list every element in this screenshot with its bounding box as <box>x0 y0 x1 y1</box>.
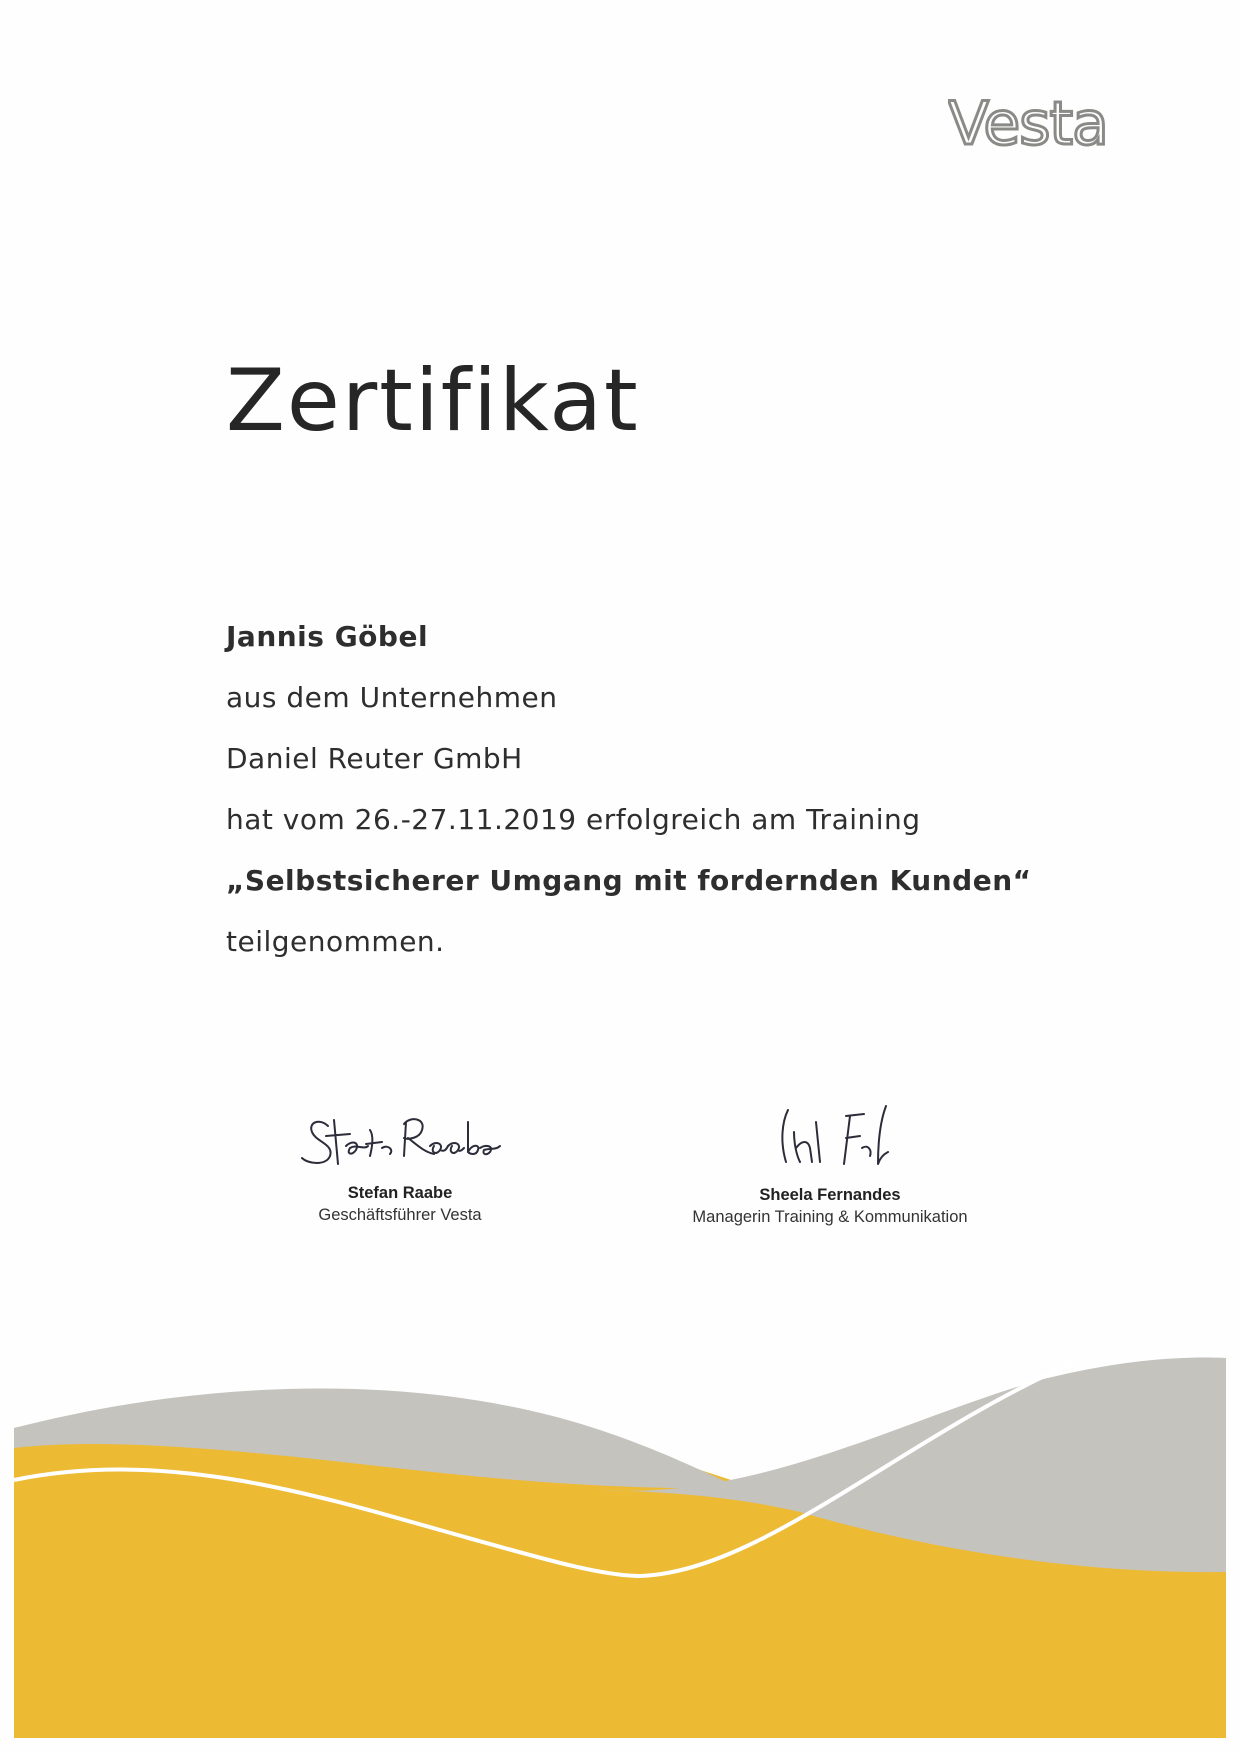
svg-text:Vesta: Vesta <box>948 89 1108 159</box>
certificate-body <box>226 606 1126 972</box>
closing-text: teilgenommen. <box>226 925 445 958</box>
signature-raabe <box>290 1100 510 1180</box>
training-intro: hat vom 26.-27.11.2019 erfolgreich am Training <box>226 803 921 836</box>
decorative-waves <box>0 1340 1240 1753</box>
signatory-role-2: Managerin Training & Kommunikation <box>692 1208 968 1226</box>
company-name: Daniel Reuter GmbH <box>226 742 523 775</box>
participant-name: Jannis Göbel <box>226 620 429 653</box>
signature-fernandes <box>730 1092 930 1182</box>
signatory-role-1: Geschäftsführer Vesta <box>318 1206 482 1224</box>
certificate-title: Zertifikat <box>226 351 640 451</box>
company-intro: aus dem Unternehmen <box>226 681 558 714</box>
signatory-name-1: Stefan Raabe <box>347 1184 453 1202</box>
vesta-logo <box>948 82 1188 172</box>
training-title: „Selbstsicherer Umgang mit fordernden Kunden“ <box>226 864 1032 897</box>
signature-block-fernandes <box>660 1092 1000 1228</box>
signature-block-raabe <box>285 1100 515 1226</box>
signatory-name-2: Sheela Fernandes <box>759 1186 901 1204</box>
